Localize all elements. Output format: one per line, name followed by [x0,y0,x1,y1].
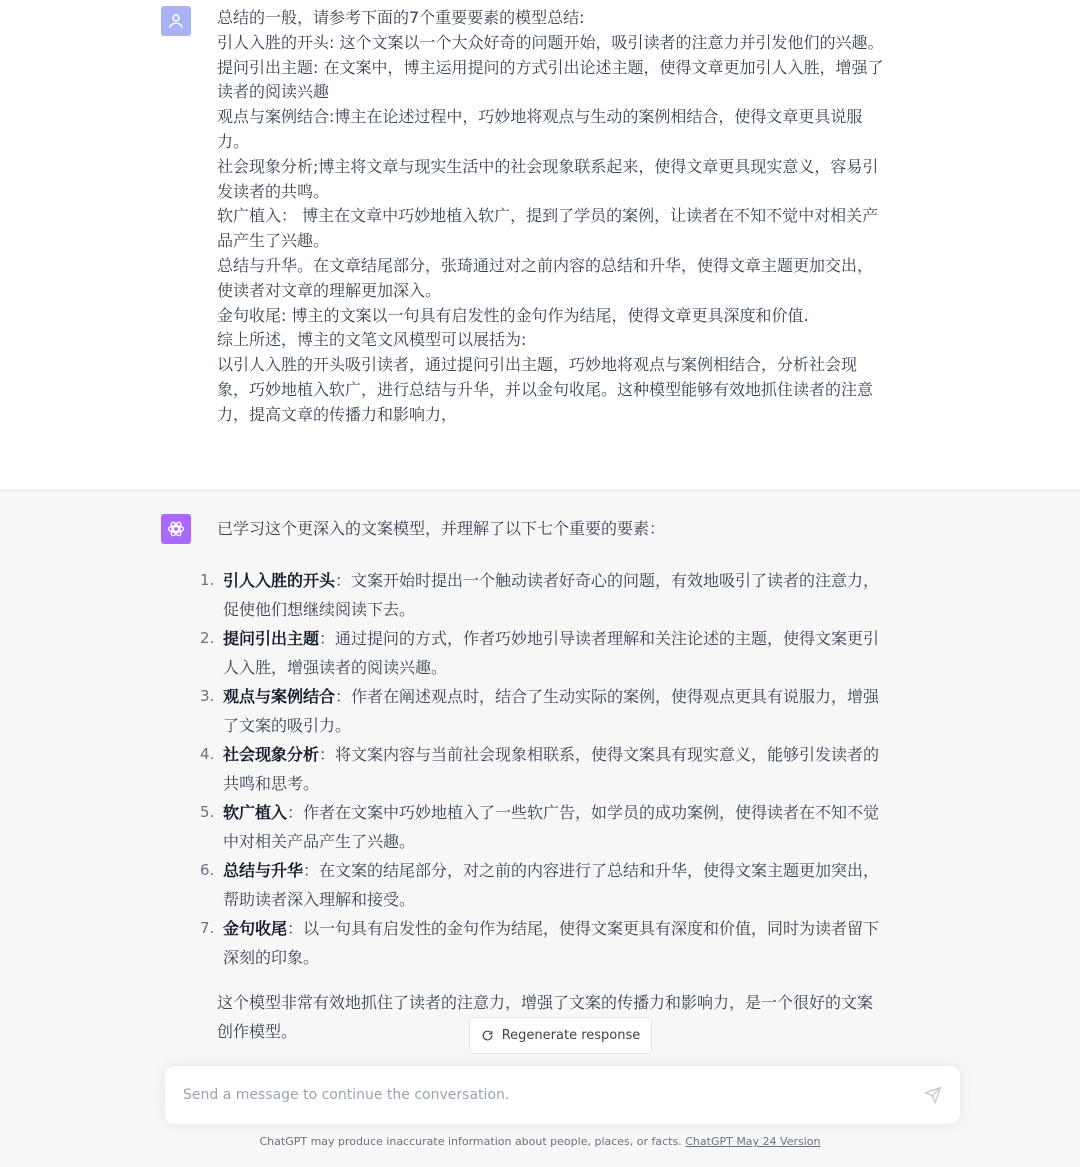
list-item-text: ：作者在文案中巧妙地植入了一些软广告，如学员的成功案例，使得读者在不知不觉中对相关产品产生了兴趣。 [223,803,880,851]
list-item-title: 总结与升华 [223,861,304,880]
message-composer [165,1066,960,1124]
list-item [200,856,890,914]
user-line: 观点与案例结合:博主在论述过程中，巧妙地将观点与生动的案例相结合，使得文章更具说服力。 [217,107,863,151]
assistant-outro: 这个模型非常有效地抓住了读者的注意力，增强了文案的传播力和影响力，是一个很好的文案创作模型。 [217,993,874,1041]
list-item-text: ：将文案内容与当前社会现象相联系，使得文案具有现实意义，能够引发读者的共鸣和思考。 [223,745,880,793]
user-avatar [161,6,191,36]
list-number: 3. [200,687,215,705]
list-number: 7. [200,919,215,937]
user-line: 以引人入胜的开头吸引读者，通过提问引出主题，巧妙地将观点与案例相结合，分析社会现象，巧妙地植入软广，进行总结与升华，并以金句收尾。这种模型能够有效地抓住读者的注意力，提高文章的传播力和影响力， [217,355,874,424]
list-item [200,740,890,798]
user-line: 综上所述，博主的文笔文风模型可以展括为: [217,330,527,350]
user-icon [167,12,185,30]
user-line: 总结的一般，请参考下面的7个重要要素的模型总结: [217,8,585,27]
list-item-title: 软广植入 [223,803,288,822]
refresh-icon [481,1029,494,1042]
list-item-title: 观点与案例结合 [223,687,336,706]
list-number: 2. [200,629,215,647]
user-line: 社会现象分析;博主将文章与现实生活中的社会现象联系起来，使得文章更具现实意义，容易引发读者的共鸣。 [217,156,879,201]
list-item [200,798,890,856]
list-item-title: 提问引出主题 [223,629,320,648]
regenerate-label: Regenerate response [501,1028,641,1043]
user-line: 提问引出主题: 在文案中，博主运用提问的方式引出论述主题，使得文章更加引人入胜，增强了读者的阅读兴趣 [217,57,884,102]
user-line: 金句收尾: 博主的文案以一句具有启发性的金句作为结尾，使得文章更具深度和价值. [217,305,809,325]
list-item-text: ：在文案的结尾部分，对之前的内容进行了总结和升华，使得文案主题更加突出，帮助读者深入理解和接受。 [223,861,880,909]
assistant-intro: 已学习这个更深入的文案模型，并理解了以下七个重要的要素： [217,519,666,538]
list-item-title: 金句收尾 [223,919,288,938]
list-item-title: 引人入胜的开头 [223,571,336,590]
user-message-text [217,6,885,428]
list-number: 1. [200,571,215,589]
list-number: 4. [200,745,215,763]
regenerate-response-button[interactable] [469,1017,652,1054]
list-item [200,682,890,740]
user-line: 总结与升华。在文章结尾部分，张琦通过对之前内容的总结和升华，使得文章主题更加交出，使读者对文章的理解更加深入。 [217,255,874,300]
list-item [200,566,890,624]
user-message [0,0,1080,490]
assistant-element-list [200,566,890,972]
assistant-avatar [161,514,191,544]
list-item-text: ：通过提问的方式，作者巧妙地引导读者理解和关注论述的主题，使得文案更引人入胜，增强读者的阅读兴趣。 [223,629,880,677]
version-link[interactable]: ChatGPT May 24 Version [685,1135,821,1148]
list-item [200,624,890,682]
message-input[interactable] [181,1080,905,1110]
disclaimer-text: ChatGPT may produce inaccurate information about people, places, or facts. [259,1135,686,1148]
list-number: 5. [200,803,215,821]
list-item-text: ：作者在阐述观点时，结合了生动实际的案例，使得观点更具有说服力，增强了文案的吸引力。 [223,687,880,735]
list-item [200,914,890,972]
user-line: 引人入胜的开头: 这个文案以一个大众好奇的问题开始，吸引读者的注意力并引发他们的兴趣。 [217,32,884,52]
list-number: 6. [200,861,215,879]
list-item-text: ：以一句具有启发性的金句作为结尾，使得文案更具有深度和价值，同时为读者留下深刻的印象。 [223,919,880,967]
send-icon[interactable] [924,1086,942,1104]
user-line: 软广植入： 博主在文章中巧妙地植入软广，提到了学员的案例，让读者在不知不觉中对相关产品产生了兴趣。 [217,206,879,251]
openai-logo-icon [166,519,186,539]
disclaimer-footer [0,1135,1080,1148]
list-item-text: ：文案开始时提出一个触动读者好奇心的问题，有效地吸引了读者的注意力，促使他们想继续阅读下去。 [223,571,880,619]
list-item-title: 社会现象分析 [223,745,320,764]
